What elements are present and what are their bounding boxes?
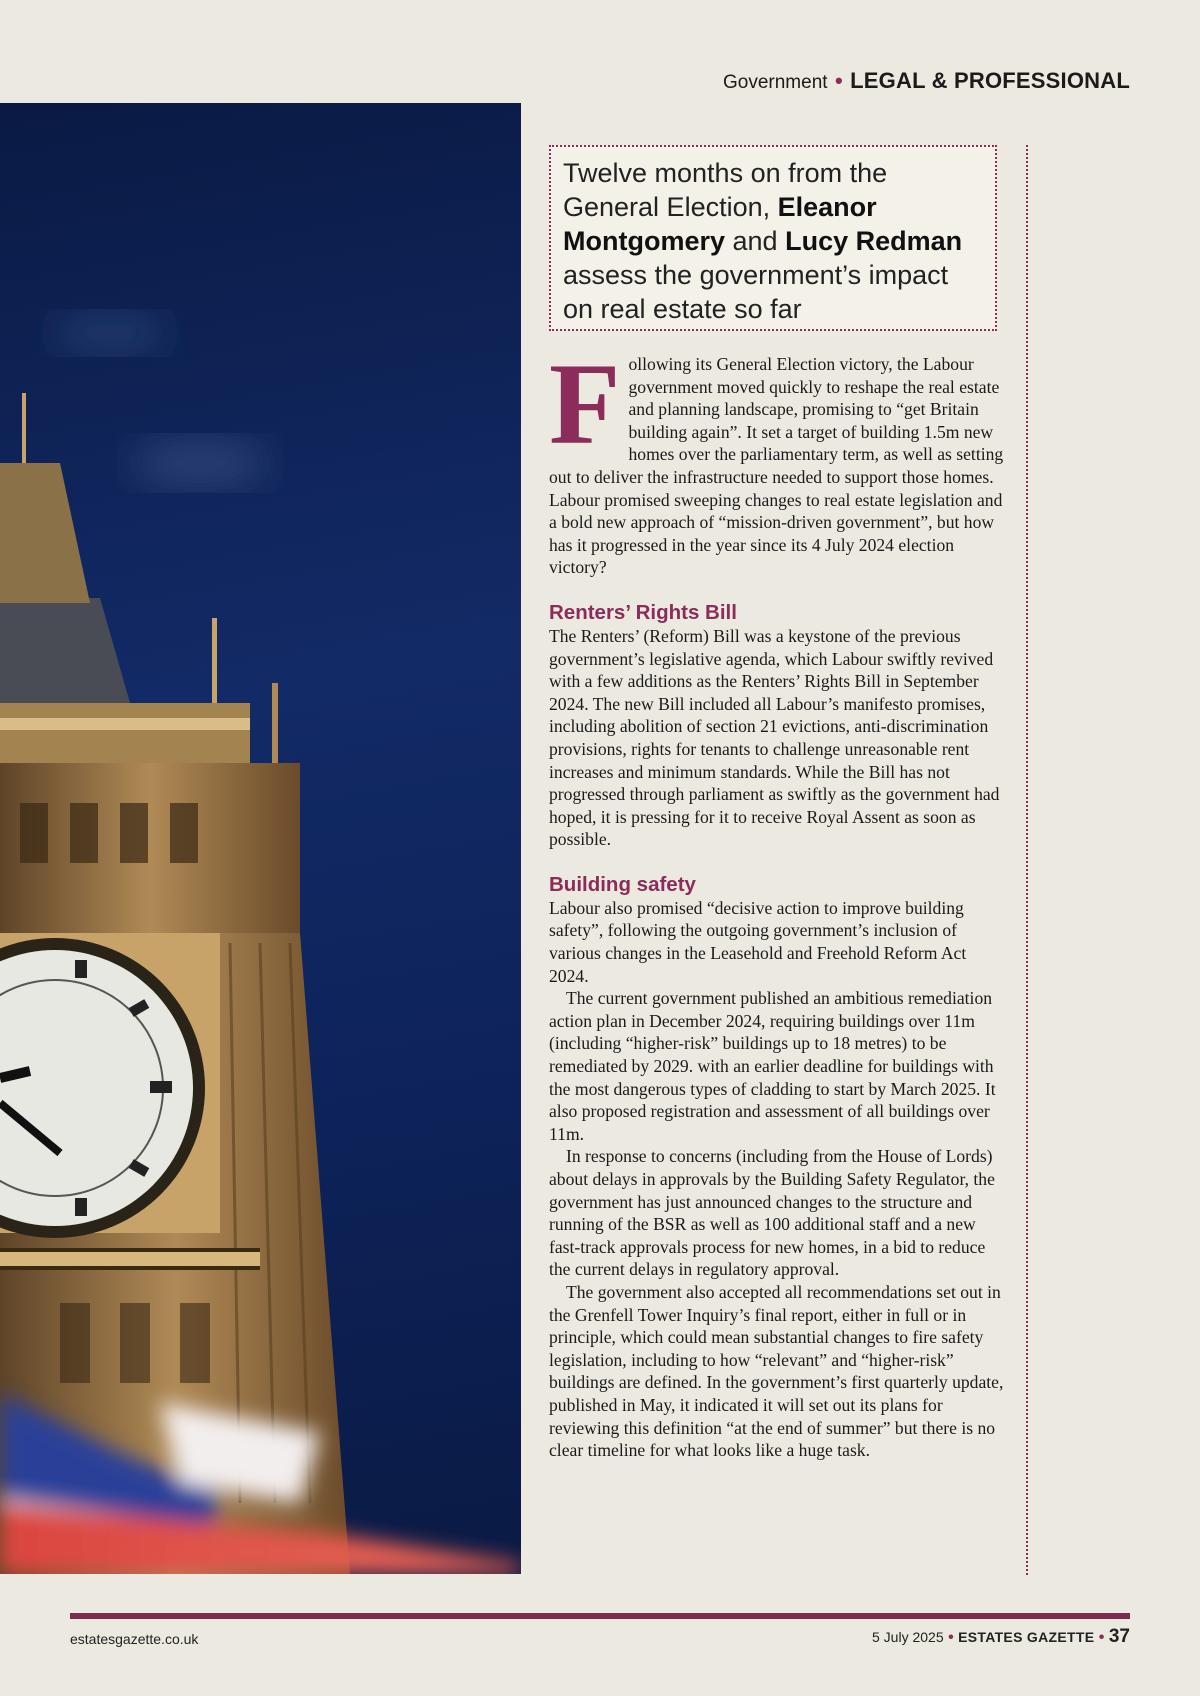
- subheading-renters-rights: Renters’ Rights Bill: [549, 600, 737, 624]
- big-ben-photo: [0, 103, 521, 1574]
- intro-paragraph: [549, 340, 1004, 579]
- author-name: Lucy Redman: [785, 226, 963, 256]
- paragraph: The government also accepted all recommendations set out in the Grenfell Tower Inquiry’s final report, either in full or in principle, which could mean substantial changes to fire safety legislation, including to how “relevant” and “higher-risk” buildings are defined. In the government’s first quarterly update, published in May, it indicated it will set out its plans for reviewing this definition “at the end of summer” but there is no clear timeline for what looks like a huge task.: [549, 1281, 1004, 1461]
- publication-name: ESTATES GAZETTE: [958, 1629, 1095, 1645]
- author-name: Eleanor Montgomery: [563, 192, 877, 256]
- standfirst-conjunction: and: [732, 226, 778, 256]
- section-name: Government: [723, 72, 828, 93]
- footer-rule: [70, 1613, 1130, 1619]
- intro-text: ollowing its General Election victory, the Labour government moved quickly to reshape the real estate and planning landscape, promising to “get Britain building again”. It set a target of building 1.5m new homes over the parliamentary term, as well as setting out to deliver the infrastructure needed to support those homes. Labour promised sweeping changes to real estate legislation and a bold new approach of “mission-driven government”, but how has it progressed in the year since its 4 July 2024 election victory?: [549, 354, 1004, 578]
- section-separator: •: [835, 68, 843, 93]
- standfirst-lead: Twelve months on from the General Election,: [563, 158, 888, 222]
- paragraph: In response to concerns (including from the House of Lords) about delays in approvals by the Building Safety Regulator, the government has just announced changes to the structure and running of the BSR as well as 100 additional staff and a new fast-track approvals process for new homes, in a bid to reduce the current delays in regulatory approval.: [549, 1146, 995, 1280]
- footer-separator: •: [948, 1629, 954, 1646]
- paragraph: Labour also promised “decisive action to improve building safety”, following the outgoing government’s inclusion of various changes in the Leasehold and Freehold Reform Act 2024.: [549, 897, 967, 986]
- category-name: LEGAL & PROFESSIONAL: [850, 68, 1130, 93]
- issue-date: 5 July 2025: [872, 1629, 944, 1645]
- drop-cap: F: [549, 340, 621, 469]
- footer-website: estatesgazette.co.uk: [70, 1631, 199, 1647]
- footer-separator: •: [1098, 1629, 1105, 1646]
- page-number: 37: [1108, 1626, 1130, 1647]
- column-divider: [1026, 145, 1028, 1575]
- paragraph: The current government published an ambitious remediation action plan in December 2024, requiring buildings over 11m (including “higher-risk” buildings up to 18 metres) to be remediated by 2029. with an earlier deadline for buildings with the most dangerous types of cladding to start by March 2025. It also proposed registration and assessment of all buildings over 11m.: [549, 988, 996, 1144]
- section-header: [723, 68, 1130, 94]
- article-body: [549, 340, 1004, 1462]
- standfirst-box: [549, 145, 997, 331]
- paragraph: The Renters’ (Reform) Bill was a keystone of the previous government’s legislative agenda, which Labour swiftly revived with a few additions as the Renters’ Rights Bill in September 2024. The new Bill included all Labour’s manifesto promises, including abolition of section 21 evictions, anti-discrimination provisions, rights for tenants to challenge unreasonable rent increases and minimum standards. While the Bill has not progressed through parliament as swiftly as the government had hoped, it is pressing for it to receive Royal Assent as soon as possible.: [549, 625, 1000, 850]
- standfirst-tail: assess the government’s impact on real estate so far: [563, 260, 949, 324]
- footer-folio: [872, 1626, 1130, 1648]
- subheading-building-safety: Building safety: [549, 872, 696, 896]
